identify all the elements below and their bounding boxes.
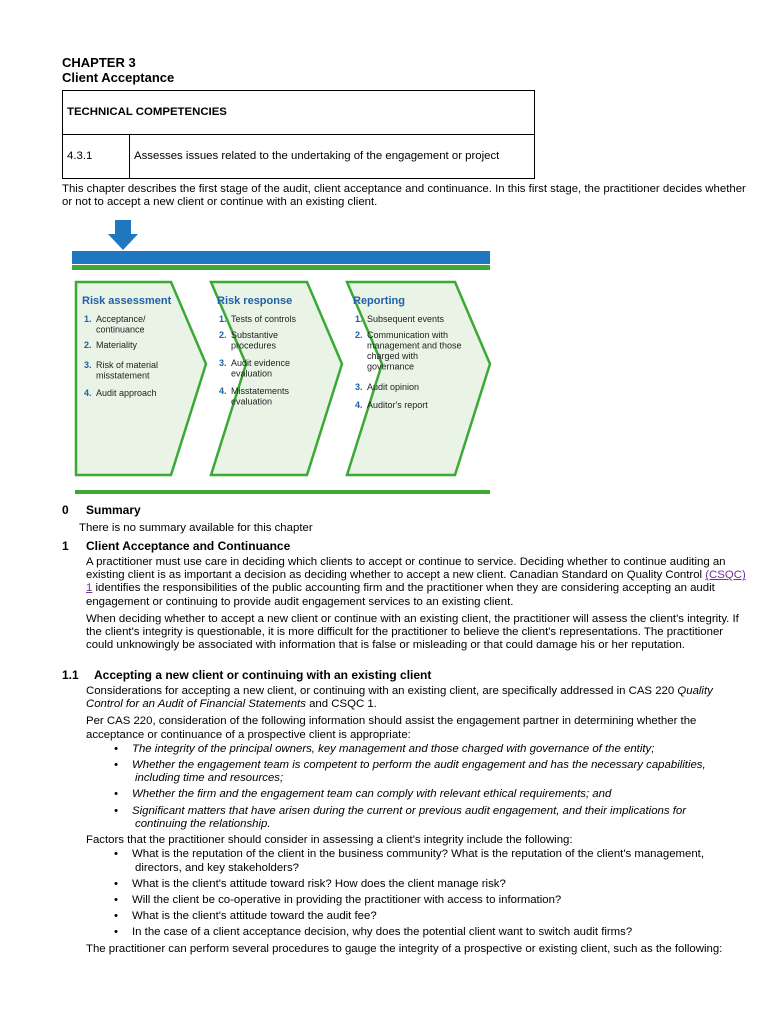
integrity-factors-list: [62, 848, 752, 939]
stage-item-text: evaluation: [231, 368, 273, 379]
list-item: [132, 805, 752, 831]
stage-item-number: 4.: [355, 400, 363, 410]
list-item-text: What is the client's attitude toward the audit fee?: [132, 910, 377, 923]
stage-item-number: 2.: [84, 340, 92, 350]
chapter-title: Client Acceptance: [62, 70, 175, 85]
list-item-text: What is the client's attitude toward risk? How does the client manage risk?: [132, 877, 506, 890]
stage-item-number: 4.: [84, 388, 92, 398]
stage-title: Risk response: [217, 295, 293, 307]
list-item-text: The integrity of the principal owners, key management and those charged with governance of the entity;: [132, 742, 655, 755]
stage-item-text: Subsequent events: [367, 314, 445, 324]
list-item-text: Whether the firm and the engagement team can comply with relevant ethical requirements; and: [132, 788, 612, 801]
competencies-header: TECHNICAL COMPETENCIES: [63, 91, 535, 135]
competency-text: Assesses issues related to the undertaking of the engagement or project: [130, 135, 535, 179]
chapter-heading: [62, 55, 174, 85]
green-bar-top: [72, 265, 490, 270]
audit-stages-diagram: [60, 216, 500, 498]
stage-item-text: continuance: [96, 324, 145, 335]
blue-bar: [72, 251, 490, 264]
list-item-text: continuing the relationship.: [135, 817, 271, 830]
stage-item-number: 2.: [219, 330, 227, 340]
stage-item-number: 3.: [355, 382, 363, 392]
stage-item-text: Audit opinion: [367, 382, 420, 392]
section-1-1-p1-text-b: and CSQC 1.: [305, 698, 377, 711]
summary-heading-text: Summary: [86, 503, 141, 517]
section-1: [62, 540, 752, 652]
stage-chevron-3: [347, 282, 490, 475]
list-item-text: In the case of a client acceptance decision, why does the potential client want to switch audit firms?: [132, 926, 633, 939]
section-1-heading: [62, 540, 752, 554]
stage-item-text: Misstatements: [231, 386, 290, 396]
section-1-1-number: 1.1: [62, 668, 79, 682]
section-1-1-paragraph-2: Per CAS 220, consideration of the following information should assist the engagement partner in determining whether the acceptance or continuance of a prospective client is appropriate:: [86, 715, 697, 741]
section-1-1: [62, 669, 752, 956]
stage-item-text: procedures: [231, 340, 277, 351]
stage-item-number: 3.: [84, 360, 92, 370]
stage-item-text: Materiality: [96, 340, 138, 350]
section-1-paragraph-2: When deciding whether to accept a new client or continue with an existing client, the practitioner will assess the client's integrity. If the client's integrity is questionable, it is more difficult for the practitioner to believe the client's representations. The practitioner could unknowingly be associated with information that is false or misleading or that could damage his or her reputation.: [86, 612, 739, 652]
audit-stages-svg: [60, 216, 500, 498]
section-1-1-paragraph-3: Factors that the practitioner should consider in assessing a client's integrity include the following:: [86, 834, 573, 847]
stage-chevron-2: [211, 282, 342, 475]
list-item: [132, 926, 752, 939]
intro-paragraph: This chapter describes the first stage of the audit, client acceptance and continuance. In this first stage, the practitioner decides whether or not to accept a new client or continue with an existing client.: [62, 183, 746, 209]
stage-item-number: 4.: [219, 386, 227, 396]
list-item: [132, 743, 752, 756]
csqc-link[interactable]: (CSQC) 1: [86, 569, 746, 595]
stage-item-number: 2.: [355, 330, 363, 340]
list-item: [132, 788, 752, 801]
stage-item-text: Audit evidence: [231, 358, 291, 368]
summary-number: 0: [62, 503, 69, 517]
stage-item-text: Risk of material: [96, 360, 159, 370]
section-1-1-p1-text-a: Considerations for accepting a new client, or continuing with an existing client, are specifically addressed in CAS 220: [86, 684, 678, 697]
list-item: [132, 910, 752, 923]
stage-item-text: Acceptance/: [96, 314, 146, 324]
list-item-text: Significant matters that have arisen during the current or previous audit engagement, and their implications for: [132, 804, 687, 817]
list-item: [132, 878, 752, 891]
stage-item-text: charged with: [367, 351, 419, 361]
stage-title: Risk assessment: [82, 295, 172, 307]
section-1-p1-text-b: identifies the responsibilities of the public accounting firm and the practitioner when they are considering accepting an audit engagement or continuing to provide audit engagement services to an existing client.: [86, 582, 715, 608]
stage-item-text: Audit approach: [96, 388, 157, 398]
list-item-text: What is the reputation of the client in the business community? What is the reputation of the client's management,: [132, 848, 705, 861]
stage-item-text: management and those: [367, 340, 462, 351]
section-1-1-heading: [62, 669, 752, 683]
section-1-p1-text-a: A practitioner must use care in deciding which clients to accept or continue to service. Deciding whether to continue auditing an existing client is as important a decision as deciding whether to accept a new client. Canadian Standard on Quality Control: [86, 555, 726, 582]
stage-item-number: 1.: [355, 314, 363, 324]
list-item-text: including time and resources;: [135, 772, 284, 785]
stage-item-text: misstatement: [96, 370, 150, 381]
cas-220-title: Quality Control for an Audit of Financial Statements: [86, 684, 713, 711]
stage-item-text: Substantive: [231, 330, 279, 340]
stage-item-text: Communication with: [367, 330, 449, 340]
section-1-number: 1: [62, 539, 69, 553]
competencies-header-row: [63, 91, 535, 135]
stage-item-text: Tests of controls: [231, 314, 297, 324]
list-item: [132, 894, 752, 907]
stage-item-text: evaluation: [231, 396, 273, 407]
section-1-1-paragraph-4: The practitioner can perform several procedures to gauge the integrity of a prospective or existing client, such as the following:: [86, 942, 723, 955]
stage-item-text: Auditor's report: [367, 400, 428, 410]
section-1-heading-text: Client Acceptance and Continuance: [86, 539, 291, 553]
section-1-1-heading-text: Accepting a new client or continuing with an existing client: [94, 668, 432, 682]
stage-item-text: governance: [367, 361, 415, 372]
cas-220-considerations-list: [62, 743, 752, 831]
competency-row: [63, 135, 535, 179]
list-item-text: Whether the engagement team is competent to perform the audit engagement and has the necessary capabilities,: [132, 759, 706, 771]
section-1-1-paragraph-1: [86, 685, 752, 711]
summary-text: There is no summary available for this chapter: [79, 521, 313, 534]
competencies-table: [62, 90, 535, 179]
list-item: [132, 759, 752, 785]
green-bar-bottom: [75, 490, 490, 494]
competency-code: 4.3.1: [63, 135, 130, 179]
stage-item-number: 1.: [84, 314, 92, 324]
list-item-text: Will the client be co-operative in providing the practitioner with access to information?: [132, 893, 562, 906]
chapter-number: CHAPTER 3: [62, 55, 136, 70]
section-1-paragraph-1: [86, 556, 752, 609]
list-item-text: directors, and key stakeholders?: [135, 861, 299, 874]
stage-item-number: 1.: [219, 314, 227, 324]
down-arrow-icon: [108, 220, 138, 250]
summary-heading: [62, 504, 752, 518]
list-item: [132, 848, 752, 874]
stage-title: Reporting: [353, 295, 405, 307]
stage-item-number: 3.: [219, 358, 227, 368]
summary-section: [62, 504, 752, 535]
